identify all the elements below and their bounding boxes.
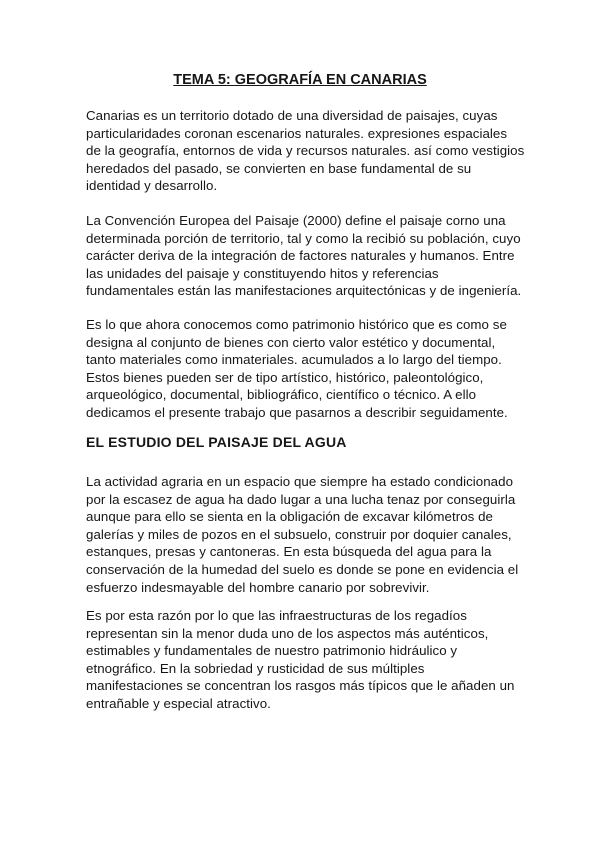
- text-line: conservación de la humedad del suelo es donde se pone en evidencia el: [86, 561, 519, 577]
- text-line: estimables y fundamentales de nuestro patrimonio hidráulico y: [86, 643, 458, 659]
- text-line: carácter deriva de la integración de factores naturales y humanos. Entre: [86, 248, 515, 264]
- section-paragraph-1: [86, 473, 526, 596]
- intro-paragraph-3: [86, 316, 526, 422]
- text-line: representan sin la menor duda uno de los aspectos más auténticos,: [86, 625, 489, 641]
- text-line: entrañable y especial atractivo.: [86, 695, 271, 711]
- text-line: heredados del pasado, se convierten en base fundamental de su: [86, 160, 472, 176]
- text-line: particularidades coronan escenarios naturales. expresiones espaciales: [86, 125, 508, 141]
- intro-paragraph-2: [86, 212, 526, 300]
- text-line: por la escasez de agua ha dado lugar a una lucha tenaz por conseguirla: [86, 491, 516, 507]
- text-line: de la geografía, entornos de vida y recursos naturales. así como vestigios: [86, 143, 525, 159]
- text-line: identidad y desarrollo.: [86, 178, 218, 194]
- text-line: Estos bienes pueden ser de tipo artístico, histórico, paleontológico,: [86, 369, 484, 385]
- text-line: aunque para ello se sienta en la obligación de excavar kilómetros de: [86, 509, 493, 525]
- intro-paragraph-1: [86, 107, 526, 195]
- text-line: las unidades del paisaje y constituyendo hitos y referencias: [86, 265, 439, 281]
- section-paragraph-2: [86, 607, 526, 713]
- text-line: determinada porción de territorio, tal y como la recibió su población, cuyo: [86, 230, 521, 246]
- text-line: esfuerzo indesmayable del hombre canario por sobrevivir.: [86, 579, 430, 595]
- section-heading: EL ESTUDIO DEL PAISAJE DEL AGUA: [86, 434, 347, 450]
- text-line: Es por esta razón por lo que las infraestructuras de los regadíos: [86, 608, 467, 623]
- text-line: designa al conjunto de bienes con cierto valor estético y documental,: [86, 334, 496, 350]
- text-line: galerías y miles de pozos en el subsuelo, construir por doquier canales,: [86, 526, 512, 542]
- document-title: TEMA 5: GEOGRAFÍA EN CANARIAS: [173, 72, 427, 88]
- text-line: arqueológico, documental, bibliográfico, científico o técnico. A ello: [86, 387, 477, 403]
- text-line: La actividad agraria en un espacio que siempre ha estado condicionado: [86, 474, 514, 489]
- text-line: Es lo que ahora conocemos como patrimonio histórico que es como se: [86, 317, 507, 332]
- text-line: dedicamos el presente trabajo que pasarnos a describir seguidamente.: [86, 404, 508, 420]
- text-line: etnográfico. En la sobriedad y rusticidad de sus múltiples: [86, 660, 425, 676]
- text-line: manifestaciones se concentran los rasgos más típicos que le añaden un: [86, 678, 515, 694]
- text-line: La Convención Europea del Paisaje (2000) define el paisaje corno una: [86, 213, 506, 228]
- text-line: fundamentales están las manifestaciones arquitectónicas y de ingeniería.: [86, 283, 522, 299]
- text-line: estanques, presas y cantoneras. En esta búsqueda del agua para la: [86, 544, 492, 560]
- text-line: tanto materiales como inmateriales. acumulados a lo largo del tiempo.: [86, 352, 502, 368]
- text-line: Canarias es un territorio dotado de una diversidad de paisajes, cuyas: [86, 108, 498, 123]
